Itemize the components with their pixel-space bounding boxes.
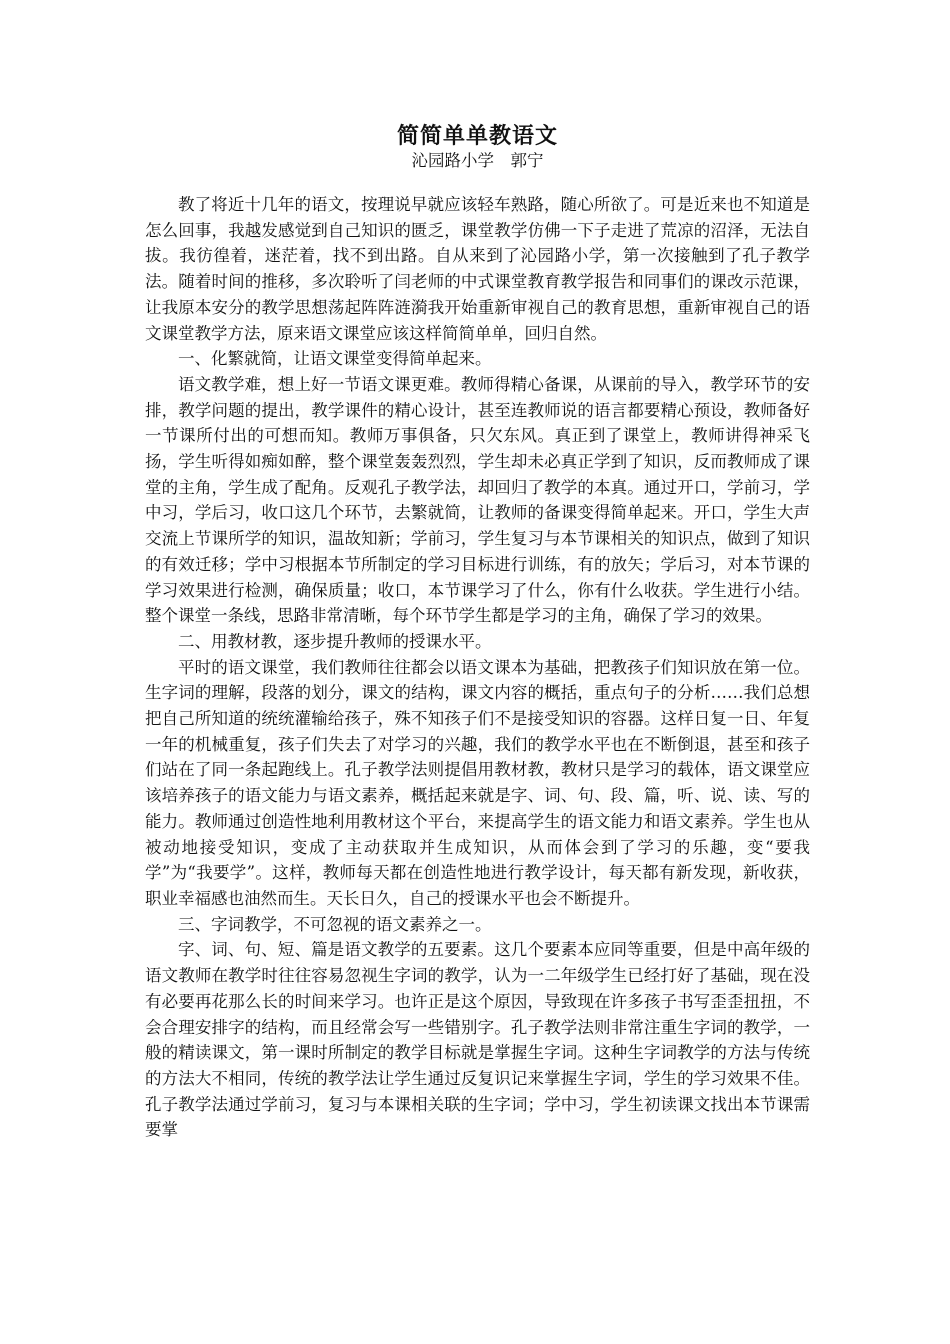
document-title: 简简单单教语文 <box>396 123 558 149</box>
document-body <box>145 192 810 1143</box>
document-page <box>145 122 810 1143</box>
paragraph-section-1: 语文教学难，想上好一节语文课更难。教师得精心备课，从课前的导入，教学环节的安排，教学问题的提出，教学课件的精心设计，甚至连教师说的语言都要精心预设，教师备好一节课所付出的可想而知。教师万事俱备，只欠东风。真正到了课堂上，教师讲得神采飞扬，学生听得如痴如醉，整个课堂轰轰烈烈，学生却未必真正学到了知识，反而教师成了课堂的主角，学生成了配角。反观孔子教学法，却回归了教学的本真。通过开口，学前习，学中习，学后习，收口这几个环节，去繁就简，让教师的备课变得简单起来。开口，学生大声交流上节课所学的知识，温故知新；学前习，学生复习与本节课相关的知识点，做到了知识的有效迁移；学中习根据本节所制定的学习目标进行训练，有的放矢；学后习，对本节课的学习效果进行检测，确保质量；收口，本节课学习了什么，你有什么收获。学生进行小结。整个课堂一条线，思路非常清晰，每个环节学生都是学习的主角，确保了学习的效果。 <box>145 374 810 626</box>
paragraph-section-3: 字、词、句、短、篇是语文教学的五要素。这几个要素本应同等重要，但是中高年级的语文教师在教学时往往容易忽视生字词的教学，认为一二年级学生已经打好了基础，现在没有必要再花那么长的时间来学习。也许正是这个原因，导致现在许多孩子书写歪歪扭扭，不会合理安排字的结构，而且经常会写一些错别字。孔子教学法则非常注重生字词的教学，一般的精读课文，第一课时所制定的教学目标就是掌握生字词。这种生字词教学的方法与传统的方法大不相同，传统的教学法让学生通过反复识记来掌握生字词，学生的学习效果不佳。孔子教学法通过学前习，复习与本课相关联的生字词；学中习，学生初读课文找出本节课需要掌 <box>145 940 810 1140</box>
section-heading-1: 一、化繁就简，让语文课堂变得简单起来。 <box>178 349 492 369</box>
author-line: 沁园路小学 郭宁 <box>411 151 544 170</box>
section-heading-3: 三、字词教学，不可忽视的语文素养之一。 <box>178 914 492 934</box>
paragraph-intro: 教了将近十几年的语文，按理说早就应该轻车熟路，随心所欲了。可是近来也不知道是怎么回事，我越发感觉到自己知识的匮乏，课堂教学仿佛一下子走进了荒凉的沼泽，无法自拔。我彷徨着，迷茫着，找不到出路。自从来到了沁园路小学，第一次接触到了孔子教学法。随着时间的推移，多次聆听了闫老师的中式课堂教育教学报告和同事们的课改示范课，让我原本安分的教学思想荡起阵阵涟漪我开始重新审视自己的教育思想，重新审视自己的语文课堂教学方法，原来语文课堂应该这样简简单单，回归自然。 <box>145 195 810 343</box>
paragraph-section-2: 平时的语文课堂，我们教师往往都会以语文课本为基础，把教孩子们知识放在第一位。生字词的理解，段落的划分，课文的结构，课文内容的概括，重点句子的分析……我们总想把自己所知道的统统灌输给孩子，殊不知孩子们不是接受知识的容器。这样日复一日、年复一年的机械重复，孩子们失去了对学习的兴趣，我们的教学水平也在不断倒退，甚至和孩子们站在了同一条起跑线上。孔子教学法则提倡用教材教，教材只是学习的载体，语文课堂应该培养孩子的语文能力与语文素养，概括起来就是字、词、句、段、篇，听、说、读、写的能力。教师通过创造性地利用教材这个平台，来提高学生的语文能力和语文素养。学生也从被动地接受知识，变成了主动获取并生成知识，从而体会到了学习的乐趣，变“要我学”为“我要学”。这样，教师每天都在创造性地进行教学设计，每天都有新发现，新收获，职业幸福感也油然而生。天长日久，自己的授课水平也会不断提升。 <box>145 657 810 908</box>
section-heading-2: 二、用教材教，逐步提升教师的授课水平。 <box>178 631 492 651</box>
